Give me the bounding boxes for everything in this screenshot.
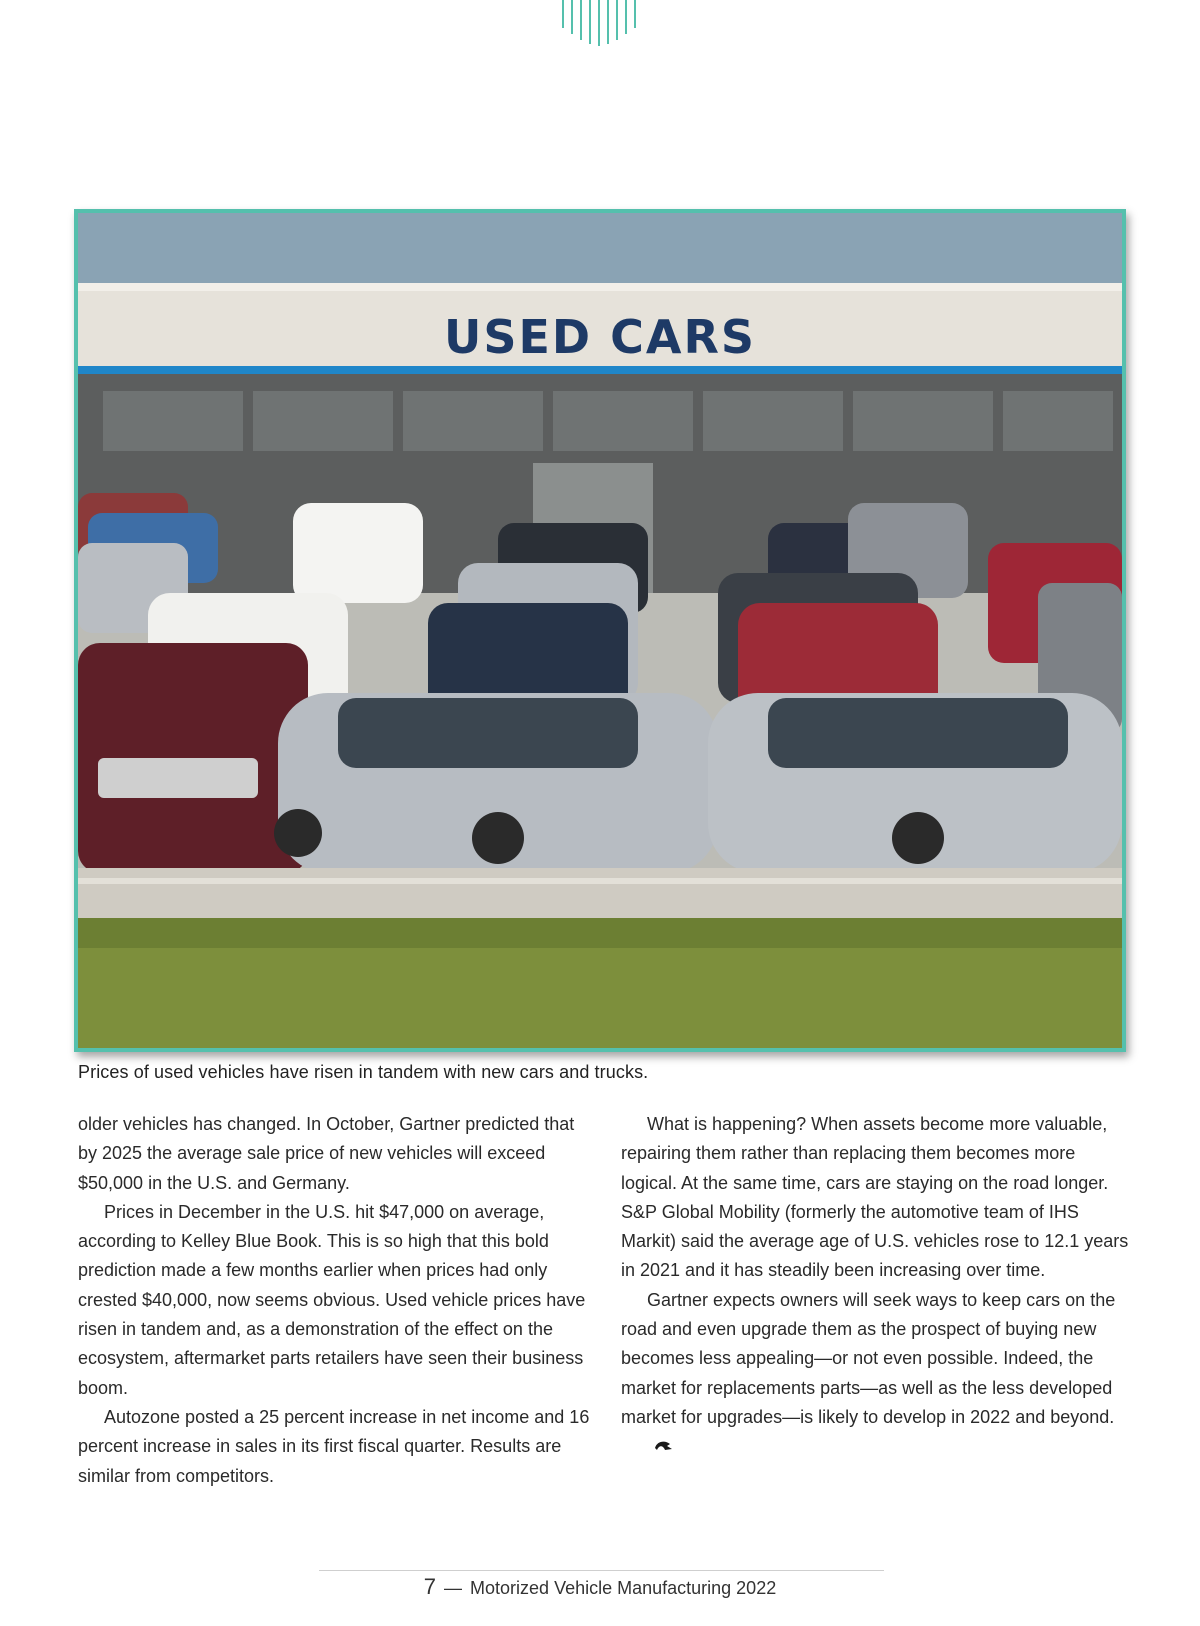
footer-separator: — — [444, 1578, 463, 1598]
left-column — [78, 1110, 590, 1491]
left-paragraph-3: Autozone posted a 25 percent increase in net income and 16 percent increase in sales in its first fiscal quarter. Results are similar from competitors. — [78, 1406, 590, 1486]
top-ornament — [559, 0, 641, 46]
photo-caption: Prices of used vehicles have risen in tandem with new cars and trucks. — [78, 1062, 649, 1082]
left-paragraph-1: older vehicles has changed. In October, Gartner predicted that by 2025 the average sale price of new vehicles will exceed $50,000 in the U.S. and Germany. — [78, 1114, 575, 1193]
page-number: 7 — [423, 1574, 437, 1599]
end-of-article-icon — [627, 1433, 673, 1462]
page-footer — [0, 1574, 1200, 1600]
right-column — [621, 1110, 1133, 1462]
used-cars-photo — [74, 209, 1126, 1052]
publication-title: Motorized Vehicle Manufacturing 2022 — [470, 1578, 777, 1598]
used-cars-sign: USED CARS — [443, 310, 757, 364]
right-paragraph-2-text: Gartner expects owners will seek ways to keep cars on the road and even upgrade them as the prospect of buying new becomes less appealing—or not even possible. Indeed, the market for replacements parts—as well as the less developed market for upgrades—is likely to develop in 2022 and beyond. — [621, 1289, 1116, 1427]
right-paragraph-1: What is happening? When assets become more valuable, repairing them rather than replacing them becomes more logical. At the same time, cars are staying on the road longer. S&P Global Mobility (formerly the automotive team of IHS Markit) said the average age of U.S. vehicles rose to 12.1 years in 2021 and it has steadily been increasing over time. — [621, 1114, 1129, 1281]
footer-rule — [319, 1570, 884, 1571]
left-paragraph-2: Prices in December in the U.S. hit $47,000 on average, according to Kelley Blue Book. This is so high that this bold prediction made a few months earlier when prices had only crested $40,000, now seems obvious. Used vehicle prices have risen in tandem and, as a demonstration of the effect on the ecosystem, aftermarket parts retailers have seen their business boom. — [78, 1201, 586, 1398]
right-paragraph-2 — [621, 1286, 1133, 1462]
